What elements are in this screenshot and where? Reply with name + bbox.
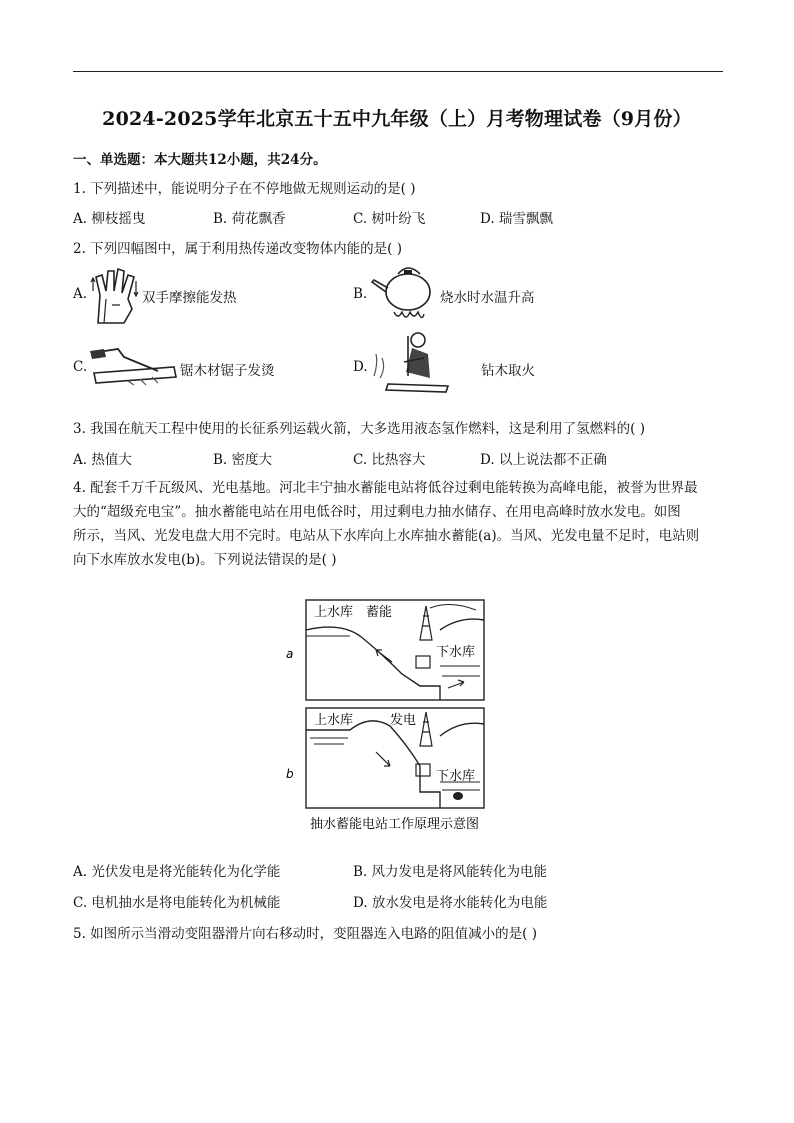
q4-stem-line-1: 4. 配套千万千瓦级风、光电基地。河北丰宁抽水蓄能电站将低谷过剩电能转换为高峰电能，被誉为世界最 xyxy=(73,480,698,496)
q2-option-d-caption: 钻木取火 xyxy=(481,363,535,379)
q1-option-d: D. 瑞雪飘飘 xyxy=(480,211,553,227)
q3-option-a: A. 热值大 xyxy=(73,452,132,468)
section-heading: 一、单选题：本大题共12小题，共24分。 xyxy=(73,152,327,168)
pumped-storage-diagram xyxy=(280,596,520,836)
q2-option-b-letter: B. xyxy=(353,286,368,302)
panel-b-action: 发电 xyxy=(390,713,417,728)
q1-option-b: B. 荷花飘香 xyxy=(213,211,286,227)
panel-a-lower-reservoir: 下水库 xyxy=(436,645,476,660)
panel-a-action: 蓄能 xyxy=(366,605,393,620)
q4-stem-line-4: 向下水库放水发电(b)。下列说法错误的是( ) xyxy=(73,552,337,568)
q4-option-a: A. 光伏发电是将光能转化为化学能 xyxy=(73,864,281,880)
q2-option-d-letter: D. xyxy=(353,359,368,375)
panel-b-label: b xyxy=(286,767,294,781)
q2-stem: 2. 下列四幅图中，属于利用热传递改变物体内能的是( ) xyxy=(73,241,402,257)
q2-option-c-caption: 锯木材锯子发烫 xyxy=(180,363,275,379)
q1-option-c: C. 树叶纷飞 xyxy=(353,211,426,227)
q3-option-b: B. 密度大 xyxy=(213,452,273,468)
q2-option-c-letter: C. xyxy=(73,359,88,375)
exam-title: 2024-2025学年北京五十五中九年级（上）月考物理试卷（9月份） xyxy=(102,108,692,130)
panel-a-upper-reservoir: 上水库 xyxy=(314,605,354,620)
q1-stem: 1. 下列描述中，能说明分子在不停地做无规则运动的是( ) xyxy=(73,181,416,197)
panel-b-upper-reservoir: 上水库 xyxy=(314,713,354,728)
figure-caption: 抽水蓄能电站工作原理示意图 xyxy=(310,817,480,832)
q4-stem-line-3: 所示，当风、光发电盘大用不完时。电站从下水库向上水库抽水蓄能(a)。当风、光发电量不足时，电站则 xyxy=(73,528,700,544)
drilling-wood-fire-image xyxy=(368,328,456,396)
q4-option-c: C. 电机抽水是将电能转化为机械能 xyxy=(73,895,281,911)
q2-option-a-caption: 双手摩擦能发热 xyxy=(142,290,237,306)
q2-option-a-letter: A. xyxy=(73,286,88,302)
q2-option-b-caption: 烧水时水温升高 xyxy=(440,290,535,306)
q5-stem: 5. 如图所示当滑动变阻器滑片向右移动时，变阻器连入电路的阻值减小的是( ) xyxy=(73,926,537,942)
q4-option-b: B. 风力发电是将风能转化为电能 xyxy=(353,864,548,880)
header-rule xyxy=(73,71,723,72)
q4-option-d: D. 放水发电是将水能转化为电能 xyxy=(353,895,548,911)
panel-a-label: a xyxy=(286,647,294,661)
panel-b-lower-reservoir: 下水库 xyxy=(436,769,476,784)
q1-option-a: A. 柳枝摇曳 xyxy=(73,211,146,227)
q3-stem: 3. 我国在航天工程中使用的长征系列运载火箭，大多选用液态氢作燃料，这是利用了氢燃料的( ) xyxy=(73,421,645,437)
q4-stem xyxy=(73,476,723,572)
sawing-wood-image xyxy=(88,345,180,387)
hands-rubbing-image xyxy=(88,265,142,327)
q4-stem-line-2: 大的“超级充电宝”。抽水蓄能电站在用电低谷时，用过剩电力抽水储存、在用电高峰时放水发电。如图 xyxy=(73,504,681,520)
q3-option-c: C. 比热容大 xyxy=(353,452,426,468)
q3-option-d: D. 以上说法都不正确 xyxy=(480,452,607,468)
kettle-on-fire-image xyxy=(368,262,440,326)
